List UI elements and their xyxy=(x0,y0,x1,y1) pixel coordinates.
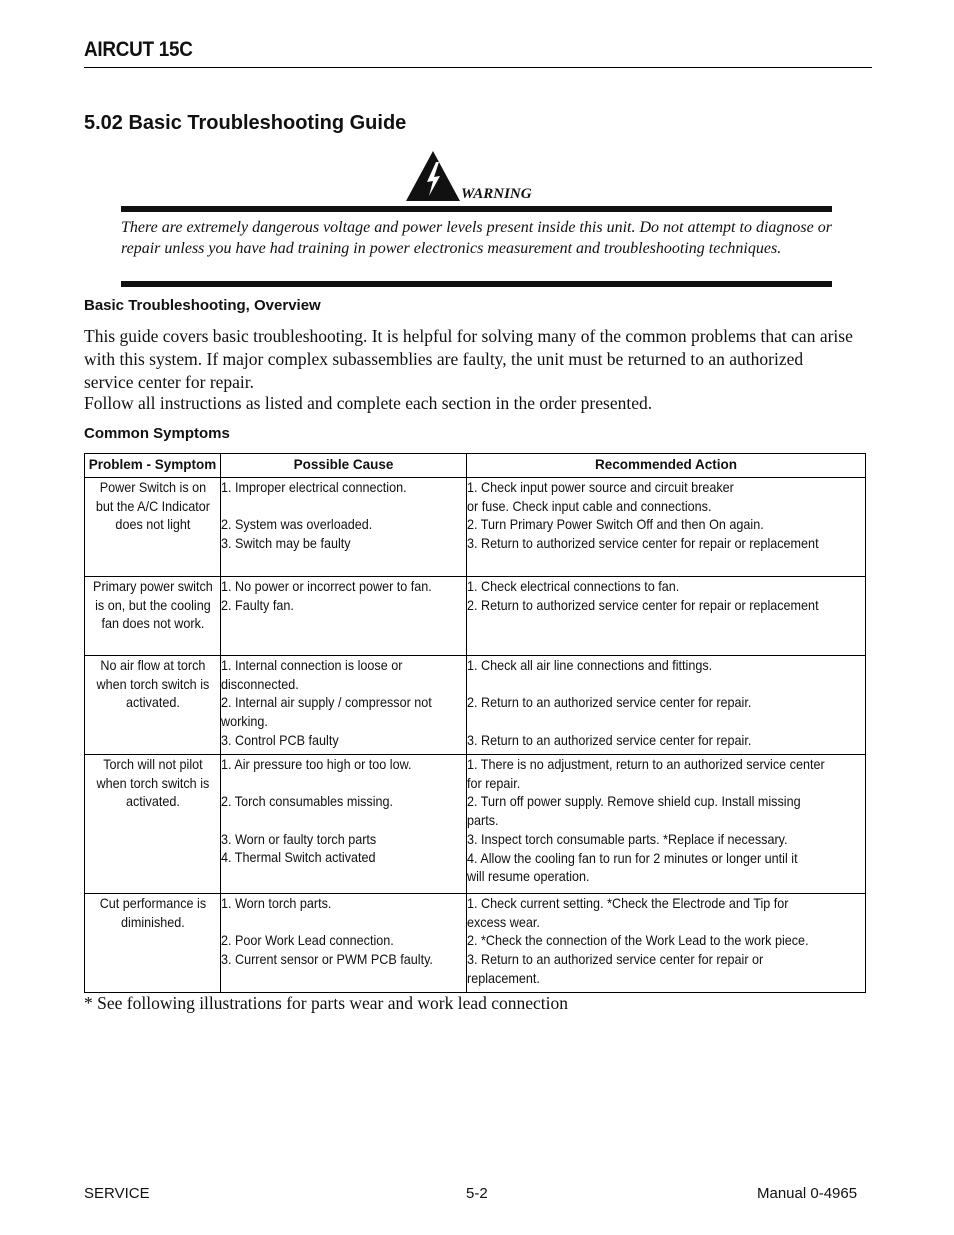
table-row xyxy=(85,656,866,755)
action-cell-line: 3. Inspect torch consumable parts. *Replace if necessary. xyxy=(467,830,788,847)
header-divider xyxy=(84,67,872,68)
cause-cell xyxy=(221,478,467,577)
action-cell-line: 1. There is no adjustment, return to an authorized service center xyxy=(467,756,825,772)
action-cell xyxy=(467,577,866,656)
symptom-cell-line: does not light xyxy=(115,516,190,533)
section-title: 5.02 Basic Troubleshooting Guide xyxy=(84,112,407,134)
action-cell-line: 2. Return to an authorized service center for repair. xyxy=(467,694,752,711)
symptoms-table xyxy=(84,453,866,993)
symptom-cell-line: but the A/C Indicator xyxy=(95,497,210,514)
footer-section: SERVICE xyxy=(84,1185,150,1202)
action-cell xyxy=(467,478,866,577)
cause-cell-line: 2. Faulty fan. xyxy=(221,596,294,613)
action-cell-line: 1. Check current setting. *Check the Electrode and Tip for xyxy=(467,895,789,911)
cause-cell-line: 1. Improper electrical connection. xyxy=(221,479,407,495)
symptom-cell-line: when torch switch is xyxy=(96,774,209,791)
symptom-cell-line: when torch switch is xyxy=(96,675,209,692)
symptom-cell-line: is on, but the cooling xyxy=(94,596,211,613)
cause-cell-line xyxy=(221,913,466,932)
symptom-cell-line: activated. xyxy=(125,694,180,711)
warning-label: WARNING xyxy=(461,186,532,202)
cause-cell-line: 3. Current sensor or PWM PCB faulty. xyxy=(221,951,433,968)
footer-page-number: 5-2 xyxy=(466,1185,488,1202)
cause-cell-line xyxy=(221,497,466,516)
symptoms-heading: Common Symptoms xyxy=(84,425,230,442)
action-cell-line: 1. Check input power source and circuit breaker xyxy=(467,479,734,495)
action-cell-line: 3. Return to authorized service center for repair or replacement xyxy=(467,535,819,552)
symptom-cell-line: Power Switch is on xyxy=(99,479,206,495)
table-row xyxy=(85,577,866,656)
cause-cell xyxy=(221,656,467,755)
cause-cell-line: 2. Internal air supply / compressor not xyxy=(221,694,432,711)
column-header-symptom: Problem - Symptom xyxy=(85,454,221,478)
action-cell-line: 1. Check electrical connections to fan. xyxy=(467,578,680,594)
symptom-cell xyxy=(85,894,221,993)
cause-cell-line: 4. Thermal Switch activated xyxy=(221,849,376,866)
overview-heading: Basic Troubleshooting, Overview xyxy=(84,297,321,314)
action-cell-line: excess wear. xyxy=(467,913,540,930)
action-cell xyxy=(467,894,866,993)
cause-cell xyxy=(221,894,467,993)
cause-cell xyxy=(221,577,467,656)
action-cell-line: 3. Return to an authorized service center for repair. xyxy=(467,731,752,748)
action-cell-line: parts. xyxy=(467,812,499,829)
action-cell-line xyxy=(467,675,865,694)
symptom-cell-line: activated. xyxy=(125,793,180,810)
cause-cell-line: 1. No power or incorrect power to fan. xyxy=(221,578,432,594)
table-header-row xyxy=(85,454,866,478)
cause-cell-line: 3. Worn or faulty torch parts xyxy=(221,830,377,847)
cause-cell-line: 2. Poor Work Lead connection. xyxy=(221,932,394,949)
action-cell-line: 1. Check all air line connections and fittings. xyxy=(467,657,713,673)
overview-paragraph-2: Follow all instructions as listed and complete each section in the order presented. xyxy=(84,393,653,413)
high-voltage-warning-icon xyxy=(405,150,461,202)
action-cell-line: 3. Return to an authorized service center for repair or xyxy=(467,951,764,968)
action-cell xyxy=(467,656,866,755)
table-row xyxy=(85,478,866,577)
cause-cell-line: 2. System was overloaded. xyxy=(221,516,373,533)
cause-cell-line: 1. Internal connection is loose or xyxy=(221,657,403,673)
action-cell-line: or fuse. Check input cable and connections. xyxy=(467,497,712,514)
symptom-cell-line: Torch will not pilot xyxy=(102,756,203,772)
cause-cell-line: 1. Air pressure too high or too low. xyxy=(221,756,412,772)
symptom-cell xyxy=(85,478,221,577)
cause-cell-line: 2. Torch consumables missing. xyxy=(221,793,394,810)
symptom-cell xyxy=(85,577,221,656)
manual-header-title: AIRCUT 15C xyxy=(84,38,193,61)
symptom-cell-line: Primary power switch xyxy=(92,578,213,594)
footer-manual-number: Manual 0-4965 xyxy=(757,1185,858,1202)
action-cell-line: for repair. xyxy=(467,774,521,791)
cause-cell-line xyxy=(221,811,466,830)
warning-rule-top xyxy=(121,206,832,212)
cause-cell-line: working. xyxy=(221,713,268,730)
action-cell-line: 2. Turn off power supply. Remove shield cup. Install missing xyxy=(467,793,801,810)
action-cell-line: 2. Turn Primary Power Switch Off and then On again. xyxy=(467,516,764,533)
cause-cell-line: 3. Switch may be faulty xyxy=(221,535,351,552)
symptom-cell-line: diminished. xyxy=(120,913,185,930)
symptom-cell-line: fan does not work. xyxy=(101,615,204,632)
action-cell-line: 2. *Check the connection of the Work Lead to the work piece. xyxy=(467,932,809,949)
cause-cell-line: 1. Worn torch parts. xyxy=(221,895,332,911)
symptom-cell-line: No air flow at torch xyxy=(99,657,206,673)
action-cell-line: replacement. xyxy=(467,969,540,986)
table-row xyxy=(85,755,866,894)
action-cell xyxy=(467,755,866,894)
action-cell-line: will resume operation. xyxy=(467,868,590,885)
action-cell-line: 2. Return to authorized service center for repair or replacement xyxy=(467,596,819,613)
column-header-action: Recommended Action xyxy=(467,454,866,478)
cause-cell xyxy=(221,755,467,894)
warning-rule-bottom xyxy=(121,281,832,287)
table-row xyxy=(85,894,866,993)
column-header-cause: Possible Cause xyxy=(221,454,467,478)
symptom-cell xyxy=(85,656,221,755)
cause-cell-line: disconnected. xyxy=(221,675,299,692)
symptom-cell xyxy=(85,755,221,894)
cause-cell-line: 3. Control PCB faulty xyxy=(221,731,339,748)
warning-text: There are extremely dangerous voltage and power levels present inside this unit. Do not attempt to diagnose or repair unless you have had training in power electronics measurement and troubleshooting techniques. xyxy=(121,219,832,257)
footnote: * See following illustrations for parts wear and work lead connection xyxy=(84,993,569,1013)
action-cell-line xyxy=(467,712,865,731)
action-cell-line: 4. Allow the cooling fan to run for 2 minutes or longer until it xyxy=(467,849,798,866)
symptom-cell-line: Cut performance is xyxy=(99,895,206,911)
overview-paragraph-1: This guide covers basic troubleshooting. It is helpful for solving many of the common problems that can arise with this system. If major complex subassemblies are faulty, the unit must be returned to an authorized service center for repair. xyxy=(84,326,853,392)
cause-cell-line xyxy=(221,774,466,793)
